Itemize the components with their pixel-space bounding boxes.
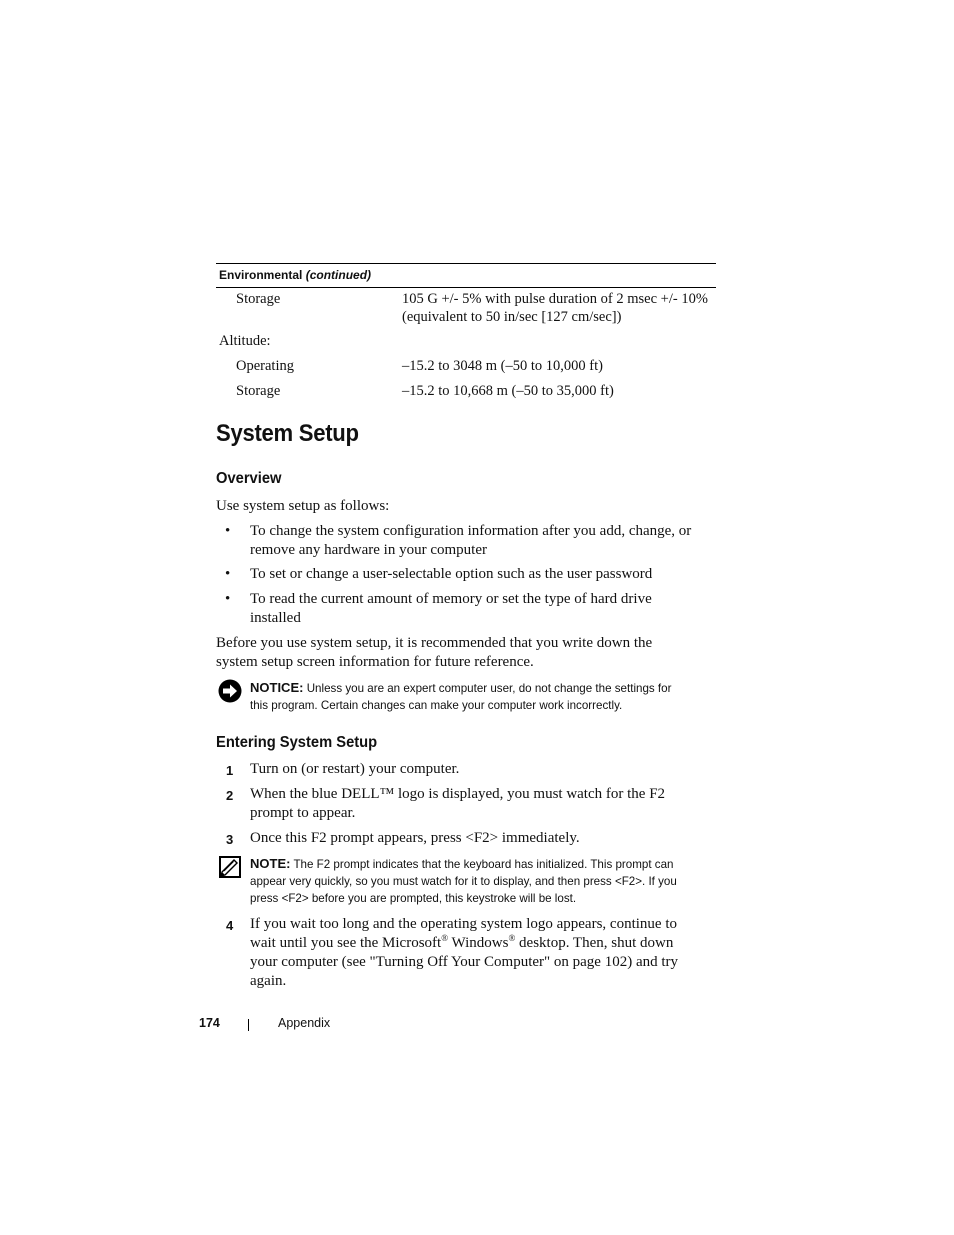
entering-heading: Entering System Setup	[216, 734, 378, 751]
step-line-part: desktop. Then, shut down	[515, 935, 674, 951]
overview-closing	[216, 634, 716, 672]
row-value-line: (equivalent to 50 in/sec [127 cm/sec])	[402, 309, 622, 325]
paragraph-line: Before you use system setup, it is recommended that you write down the	[216, 635, 653, 651]
bullet-icon: •	[225, 523, 231, 539]
pencil-note-icon	[218, 855, 242, 879]
row-label: Storage	[236, 291, 281, 307]
step-line-part: wait until you see the Microsoft	[250, 935, 442, 951]
overview-intro: Use system setup as follows:	[216, 498, 390, 514]
note-line: The F2 prompt indicates that the keyboard has initialized. This prompt can	[293, 858, 674, 871]
step-line: prompt to appear.	[250, 805, 356, 821]
step-number: 2	[226, 788, 234, 803]
list-item-line: To read the current amount of memory or set the type of hard drive	[250, 591, 652, 607]
row-value	[402, 290, 716, 326]
note-line: press <F2> before you are prompted, this keystroke will be lost.	[250, 892, 577, 905]
footer-section: Appendix	[278, 1016, 331, 1030]
note-text	[250, 855, 720, 907]
notice-line: Unless you are an expert computer user, do not change the settings for	[306, 682, 672, 695]
step-line: again.	[250, 973, 287, 989]
row-value-line: 105 G +/- 5% with pulse duration of 2 msec +/- 10%	[402, 291, 708, 307]
step-line: your computer (see "Turning Off Your Computer" on page 102) and try	[250, 954, 679, 970]
note-line: appear very quickly, so you must watch for it to display, and then press <F2>. If you	[250, 875, 677, 888]
row-value: –15.2 to 3048 m (–50 to 10,000 ft)	[402, 358, 603, 374]
table-title-continued: (continued)	[305, 268, 372, 282]
row-label: Operating	[236, 358, 294, 374]
step-line: If you wait too long and the operating system logo appears, continue to	[250, 916, 677, 932]
bullet-icon: •	[225, 591, 231, 607]
section-title: System Setup	[216, 420, 359, 447]
list-item-line: remove any hardware in your computer	[250, 542, 487, 558]
list-item-line: installed	[250, 610, 301, 626]
note-label: NOTE:	[250, 856, 291, 871]
row-value: –15.2 to 10,668 m (–50 to 35,000 ft)	[402, 383, 614, 399]
notice-label: NOTICE:	[250, 680, 304, 695]
list-item-text	[250, 522, 716, 560]
registered-mark: ®	[508, 933, 516, 943]
bullet-icon: •	[225, 566, 231, 582]
list-item-text	[250, 590, 716, 628]
table-title: Environmental	[219, 268, 303, 282]
step-number: 3	[226, 832, 234, 847]
step-number: 4	[226, 918, 234, 933]
list-item-line: To change the system configuration information after you add, change, or	[250, 523, 692, 539]
table-header	[216, 263, 716, 288]
row-label: Storage	[236, 383, 281, 399]
notice-line: this program. Certain changes can make your computer work incorrectly.	[250, 699, 623, 712]
environmental-table	[216, 263, 716, 288]
page-number: 174	[199, 1016, 220, 1030]
registered-mark: ®	[441, 933, 449, 943]
step-text	[250, 785, 716, 823]
step-text: Turn on (or restart) your computer.	[250, 761, 460, 777]
paragraph-line: system setup screen information for future reference.	[216, 654, 534, 670]
row-label: Altitude:	[219, 333, 271, 349]
step-line-part: Windows	[448, 935, 509, 951]
footer-divider	[248, 1019, 249, 1031]
overview-heading: Overview	[216, 470, 282, 487]
notice-arrow-icon	[218, 679, 242, 703]
step-line: When the blue DELL™ logo is displayed, you must watch for the F2	[250, 786, 666, 802]
notice-text	[250, 679, 720, 714]
list-item-text: To set or change a user-selectable option such as the user password	[250, 566, 653, 582]
step-text: Once this F2 prompt appears, press <F2> immediately.	[250, 830, 580, 846]
step-text	[250, 915, 716, 991]
step-number: 1	[226, 763, 234, 778]
